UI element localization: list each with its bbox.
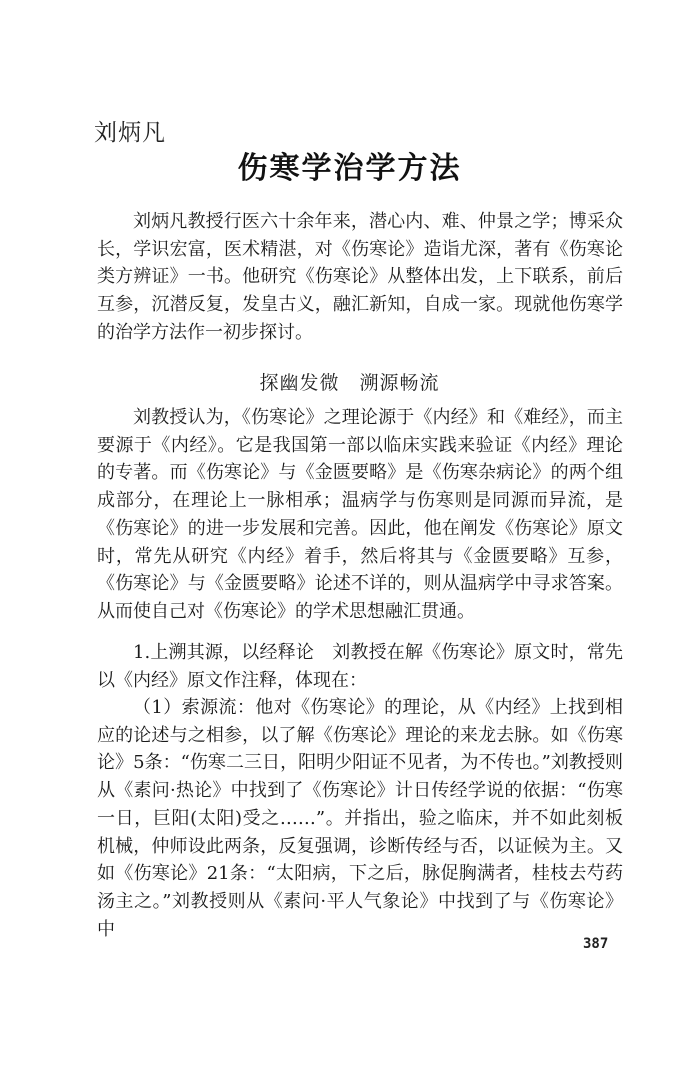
- intro-paragraph: 刘炳凡教授行医六十余年来，潜心内、难、仲景之学；博采众长，学识宏富，医术精湛，对《伤寒论》造诣尤深，著有《伤寒论类方辨证》一书。他研究《伤寒论》从整体出发，上下联系，前后互参，沉潜反复，发皇古义，融汇新知，自成一家。现就他伤寒学的治学方法作一初步探讨。: [97, 211, 623, 343]
- section-heading: 探幽发微 溯源畅流: [259, 372, 440, 394]
- page-number: 387: [583, 936, 609, 952]
- article-title: 伤寒学治学方法: [237, 151, 462, 186]
- author-name: 刘炳凡: [94, 120, 166, 146]
- point-1-1-paragraph: （1）索源流：他对《伤寒论》的理论，从《内经》上找到相应的论述与之相参，以了解《伤寒论》理论的来龙去脉。如《伤寒论》5条：“伤寒二三日，阳明少阳证不见者，为不传也。”刘教授则从《素问·热论》中找到了《伤寒论》计日传经学说的依据：“伤寒一日，巨阳(太阳)受之……”。并指出，验之临床，并不如此刻板机械，仲师设此两条，反复强调，诊断传经与否，以证候为主。又如《伤寒论》21条：“太阳病，下之后，脉促胸满者，桂枝去芍药汤主之。”刘教授则从《素问·平人气象论》中找到了与《伤寒论》中: [97, 697, 623, 940]
- origins-paragraph: 刘教授认为，《伤寒论》之理论源于《内经》和《难经》，而主要源于《内经》。它是我国第一部以临床实践来验证《内经》理论的专著。而《伤寒论》与《金匮要略》是《伤寒杂病论》的两个组成部分，在理论上一脉相承；温病学与伤寒则是同源而异流，是《伤寒论》的进一步发展和完善。因此，他在阐发《伤寒论》原文时，常先从研究《内经》着手，然后将其与《金匮要略》互参，《伤寒论》与《金匮要略》论述不详的，则从温病学中寻求答案。从而使自己对《伤寒论》的学术思想融汇贯通。: [97, 407, 623, 622]
- point-1-paragraph: 1.上溯其源，以经释论 刘教授在解《伤寒论》原文时，常先以《内经》原文作注释，体现在：: [97, 642, 623, 691]
